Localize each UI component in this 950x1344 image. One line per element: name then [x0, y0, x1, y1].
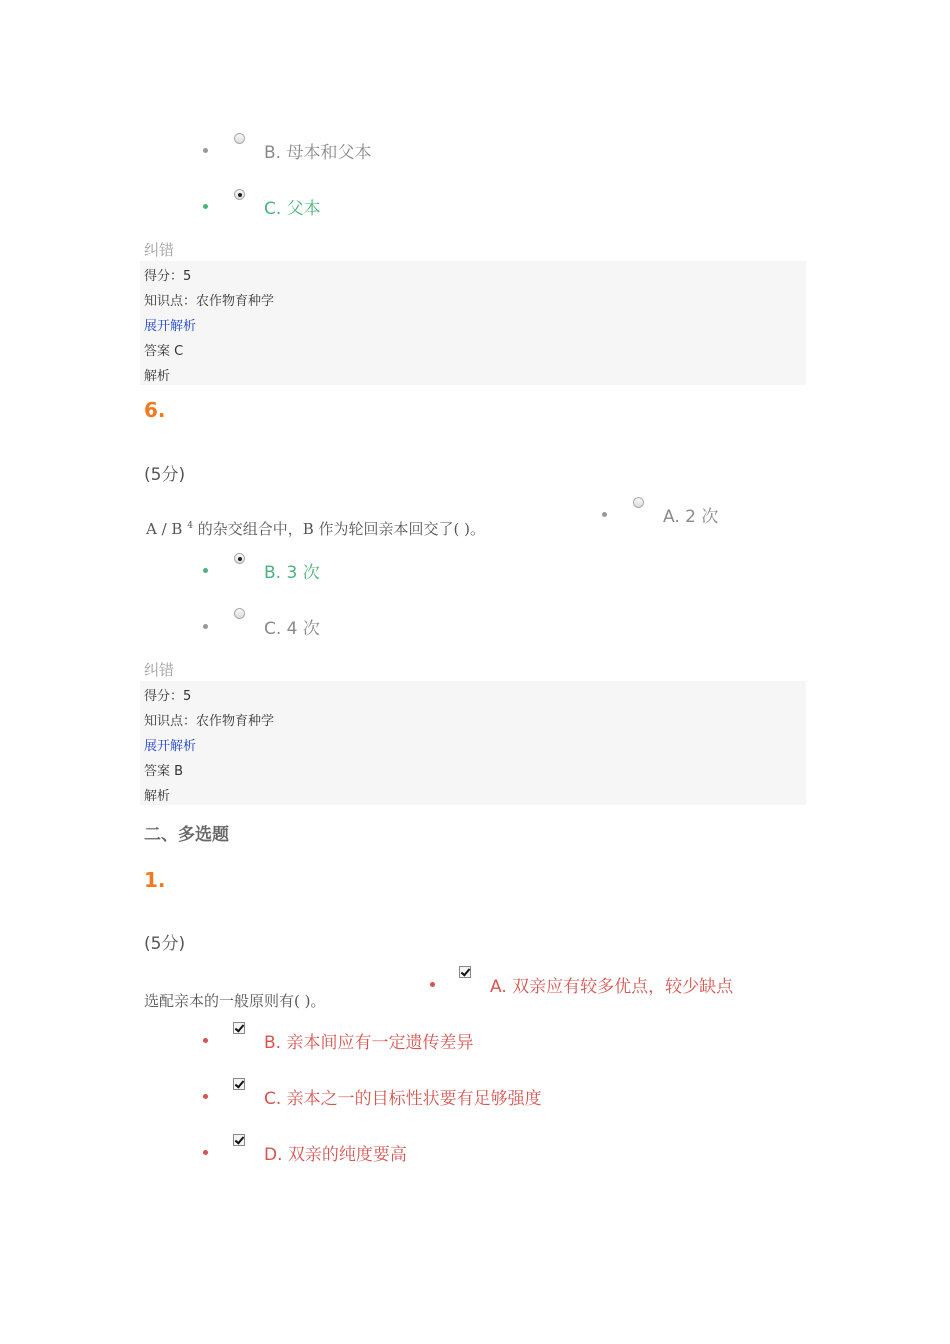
option-label: B. 亲本间应有一定遗传差异: [264, 1033, 474, 1053]
bullet-icon: [203, 1038, 208, 1043]
question-points: (5分): [144, 465, 186, 485]
option-label: C. 父本: [264, 199, 321, 219]
bullet-icon: [203, 568, 208, 573]
radio-selected-icon[interactable]: [234, 553, 245, 564]
feedback-link[interactable]: 纠错: [144, 241, 175, 259]
analysis-label: 解析: [144, 789, 171, 804]
radio-selected-icon[interactable]: [234, 189, 245, 200]
bullet-icon: [602, 512, 607, 517]
question-text-suffix: 的杂交组合中，B 作为轮回亲本回交了( )。: [197, 520, 486, 538]
radio-icon[interactable]: [234, 133, 245, 144]
q6-result-panel: [140, 681, 806, 805]
feedback-link[interactable]: 纠错: [144, 661, 175, 679]
checkbox-checked-icon[interactable]: [233, 1134, 245, 1146]
knowledge-text: 知识点：农作物育种学: [144, 294, 275, 309]
score-text: 得分：5: [144, 689, 192, 704]
option-label: A. 2 次: [663, 507, 719, 527]
option-label: D. 双亲的纯度要高: [264, 1145, 407, 1165]
question-text: 选配亲本的一般原则有( )。: [144, 992, 326, 1010]
analysis-label: 解析: [144, 369, 171, 384]
score-text: 得分：5: [144, 269, 192, 284]
radio-icon[interactable]: [234, 608, 245, 619]
knowledge-text: 知识点：农作物育种学: [144, 714, 275, 729]
bullet-icon: [203, 148, 208, 153]
bullet-icon: [430, 982, 435, 987]
option-label: A. 双亲应有较多优点，较少缺点: [490, 977, 734, 997]
option-label: B. 3 次: [264, 563, 320, 583]
checkbox-checked-icon[interactable]: [459, 966, 471, 978]
option-label: C. 4 次: [264, 619, 320, 639]
checkbox-checked-icon[interactable]: [233, 1078, 245, 1090]
option-label: C. 亲本之一的目标性状要有足够强度: [264, 1089, 542, 1109]
expand-analysis-link[interactable]: 展开解析: [144, 739, 197, 754]
answer-text: 答案 B: [144, 764, 184, 779]
bullet-icon: [203, 624, 208, 629]
question-number: 6.: [144, 398, 166, 422]
question-points: (5分): [144, 934, 186, 954]
expand-analysis-link[interactable]: 展开解析: [144, 319, 197, 334]
bullet-icon: [203, 1150, 208, 1155]
option-label: B. 母本和父本: [264, 143, 372, 163]
radio-icon[interactable]: [633, 497, 644, 508]
section-title: 二、多选题: [144, 825, 229, 845]
bullet-icon: [203, 1094, 208, 1099]
question-text-sup: 4: [187, 521, 193, 531]
question-number: 1.: [144, 868, 166, 892]
answer-text: 答案 C: [144, 344, 184, 359]
q5-result-panel: [140, 261, 806, 385]
bullet-icon: [203, 204, 208, 209]
checkbox-checked-icon[interactable]: [233, 1022, 245, 1034]
question-text-prefix: A / B: [146, 520, 183, 538]
question-text: [146, 518, 485, 539]
